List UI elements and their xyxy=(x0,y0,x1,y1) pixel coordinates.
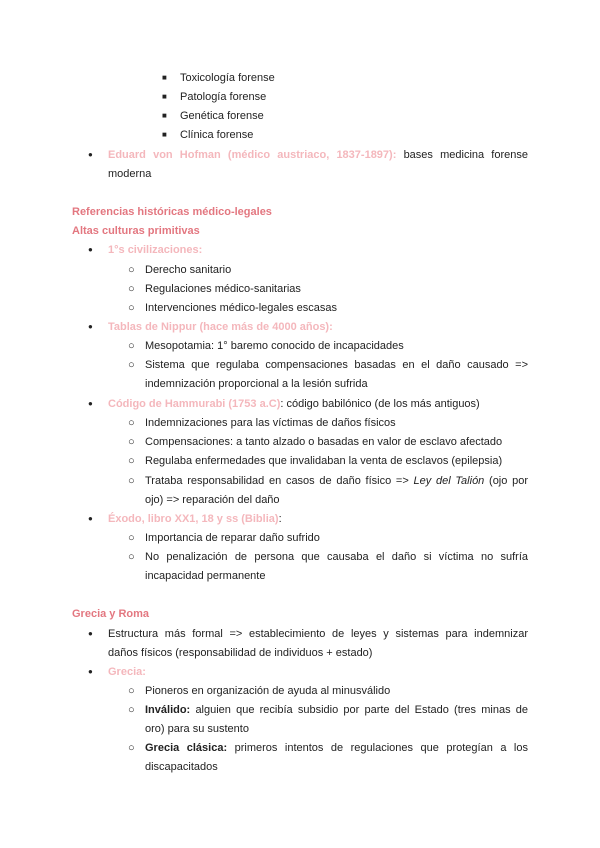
intro-line-2: daños físicos (responsabilidad de individuos + estado) xyxy=(108,647,373,659)
hammurabi-line xyxy=(108,397,480,411)
list-item: Sistema que regulaba compensaciones basadas en el daño causado => xyxy=(145,359,528,371)
circle-bullet-icon: ○ xyxy=(128,359,135,371)
invalido-text: alguien que recibía subsidio por parte del Estado (tres minas de xyxy=(195,704,528,716)
clasica-line-2: discapacitados xyxy=(145,761,218,773)
hofman-line-2: moderna xyxy=(108,168,152,180)
circle-bullet-icon: ○ xyxy=(128,455,135,467)
list-item: Mesopotamia: 1° baremo conocido de incapacidades xyxy=(145,340,404,352)
list-item-cont: indemnización proporcional a la lesión sufrida xyxy=(145,378,368,390)
round-bullet-icon: ● xyxy=(88,322,93,331)
list-item: Clínica forense xyxy=(180,129,254,141)
invalido-term: Inválido: xyxy=(145,704,191,716)
circle-bullet-icon: ○ xyxy=(128,685,135,697)
intro-line: Estructura más formal => establecimiento de leyes y sistemas para indemnizar xyxy=(108,628,528,640)
circle-bullet-icon: ○ xyxy=(128,283,135,295)
hofman-text: bases medicina forense xyxy=(403,149,528,161)
list-item: Regulaciones médico-sanitarias xyxy=(145,283,301,295)
circle-bullet-icon: ○ xyxy=(128,742,135,754)
list-item: Importancia de reparar daño sufrido xyxy=(145,532,320,544)
talion-term: Ley del Talión xyxy=(413,475,485,487)
invalido-line-2: oro) para su sustento xyxy=(145,723,249,735)
circle-bullet-icon: ○ xyxy=(128,264,135,276)
exodo-line xyxy=(108,512,282,526)
invalido-line xyxy=(145,703,528,717)
list-item: Derecho sanitario xyxy=(145,264,232,276)
section-title: Referencias históricas médico-legales xyxy=(72,206,272,218)
circle-bullet-icon: ○ xyxy=(128,704,135,716)
hofman-name: Eduard von Hofman (médico austriaco, 1837-1897): xyxy=(108,149,397,161)
list-item: Regulaba enfermedades que invalidaban la venta de esclavos (epilepsia) xyxy=(145,455,503,467)
round-bullet-icon: ● xyxy=(88,514,93,523)
round-bullet-icon: ● xyxy=(88,150,93,159)
list-item: Compensaciones: a tanto alzado o basadas en valor de esclavo afectado xyxy=(145,436,503,448)
grecia-label: Grecia: xyxy=(108,666,146,678)
section-subtitle: Altas culturas primitivas xyxy=(72,225,200,237)
round-bullet-icon: ● xyxy=(88,629,93,638)
clasica-line xyxy=(145,741,528,755)
talion-post: (ojo por xyxy=(489,475,528,487)
list-item: Toxicología forense xyxy=(180,72,275,84)
civ-label: 1°s civilizaciones: xyxy=(108,244,203,256)
list-item: Pioneros en organización de ayuda al minusválido xyxy=(145,685,391,697)
hofman-line xyxy=(108,148,528,162)
list-item: Genética forense xyxy=(180,110,264,122)
circle-bullet-icon: ○ xyxy=(128,340,135,352)
circle-bullet-icon: ○ xyxy=(128,436,135,448)
circle-bullet-icon: ○ xyxy=(128,551,135,563)
exodo-label: Éxodo, libro XX1, 18 y ss (Biblia) xyxy=(108,513,279,525)
list-item: Patología forense xyxy=(180,91,267,103)
round-bullet-icon: ● xyxy=(88,667,93,676)
circle-bullet-icon: ○ xyxy=(128,532,135,544)
section-title: Grecia y Roma xyxy=(72,608,150,620)
square-bullet-icon: ■ xyxy=(162,73,167,82)
square-bullet-icon: ■ xyxy=(162,92,167,101)
clasica-text: primeros intentos de regulaciones que protegían a los xyxy=(234,742,528,754)
circle-bullet-icon: ○ xyxy=(128,417,135,429)
round-bullet-icon: ● xyxy=(88,245,93,254)
list-item-cont: incapacidad permanente xyxy=(145,570,266,582)
nippur-label: Tablas de Nippur (hace más de 4000 años): xyxy=(108,321,333,333)
list-item: No penalización de persona que causaba el daño si víctima no sufría xyxy=(145,551,528,563)
circle-bullet-icon: ○ xyxy=(128,475,135,487)
talion-line xyxy=(145,474,528,488)
talion-line-2: ojo) => reparación del daño xyxy=(145,494,280,506)
hammurabi-desc: : código babilónico (de los más antiguos) xyxy=(280,398,480,410)
square-bullet-icon: ■ xyxy=(162,130,167,139)
list-item: Intervenciones médico-legales escasas xyxy=(145,302,337,314)
round-bullet-icon: ● xyxy=(88,399,93,408)
hammurabi-label: Código de Hammurabi (1753 a.C) xyxy=(108,398,281,410)
list-item: Indemnizaciones para las víctimas de daños físicos xyxy=(145,417,396,429)
clasica-term: Grecia clásica: xyxy=(145,742,228,754)
square-bullet-icon: ■ xyxy=(162,111,167,120)
talion-pre: Trataba responsabilidad en casos de daño físico => xyxy=(145,475,409,487)
circle-bullet-icon: ○ xyxy=(128,302,135,314)
exodo-colon: : xyxy=(278,513,282,525)
